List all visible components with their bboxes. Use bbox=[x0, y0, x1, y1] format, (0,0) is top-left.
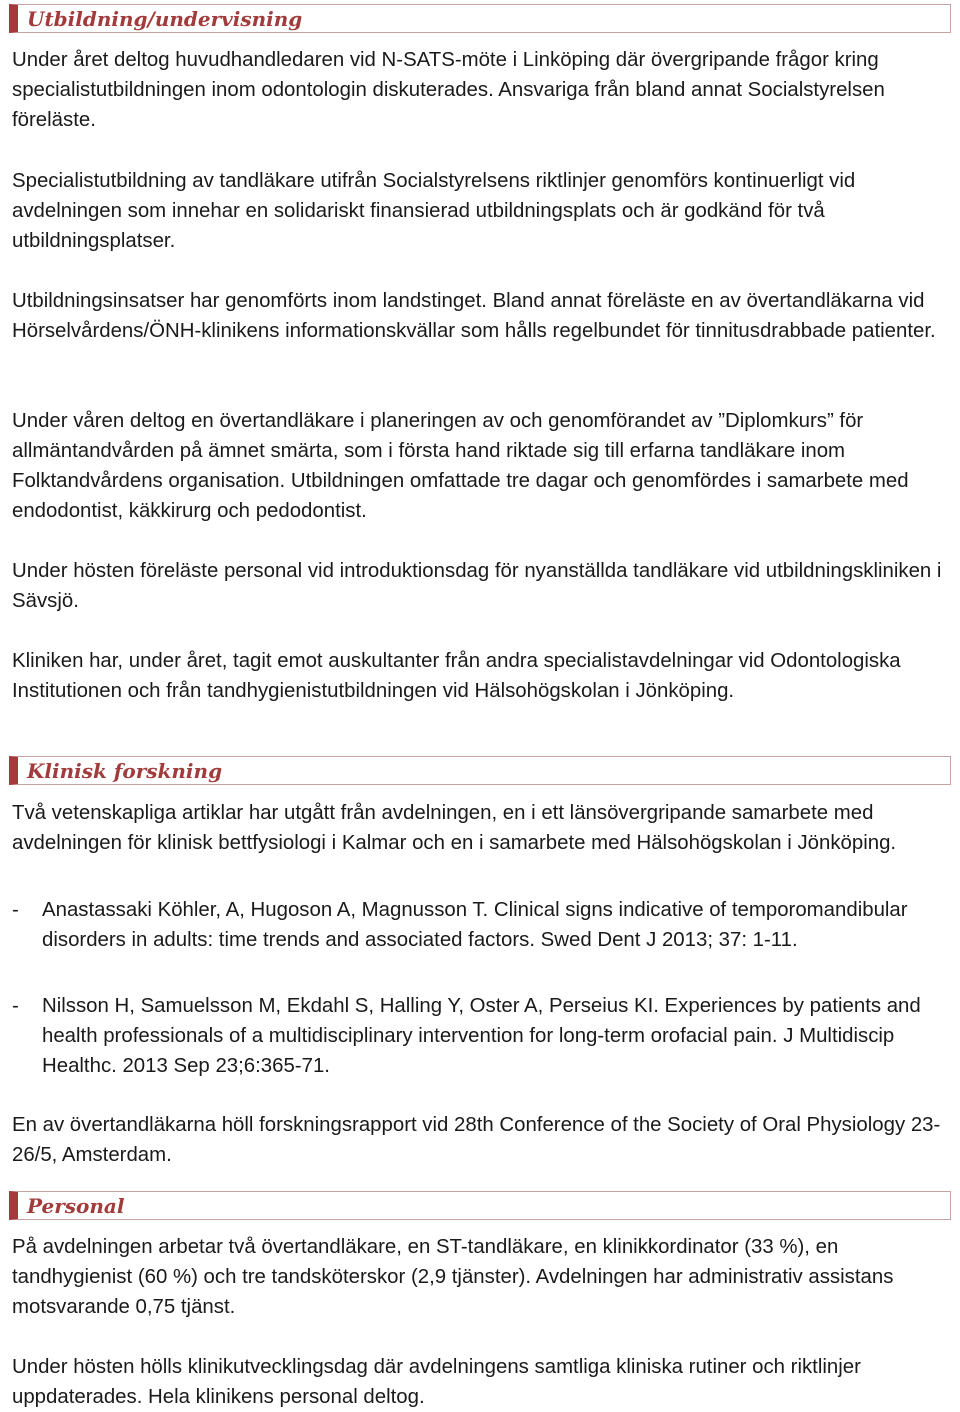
paragraph: På avdelningen arbetar två övertandläkare, en ST-tandläkare, en klinikkordinator (33 %), en tandhygienist (60 %) och tre tandsköterskor (2,9 tjänster). Avdelningen har administrativ assistans motsvarande 0,75 tjänst. bbox=[12, 1236, 894, 1318]
paragraph: Under hösten föreläste personal vid introduktionsdag för nyanställda tandläkare vid utbildningskliniken i Sävsjö. bbox=[12, 560, 942, 612]
paragraph: Utbildningsinsatser har genomförts inom landstinget. Bland annat föreläste en av övertandläkarna vid Hörselvårdens/ÖNH-klinikens informationskvällar som hålls regelbundet för tinnitusdrabbade patienter. bbox=[12, 290, 936, 342]
section-title: Personal bbox=[27, 1194, 125, 1218]
paragraph: Under våren deltog en övertandläkare i planeringen av och genomförandet av ”Diplomkurs” för allmäntandvården på ämnet smärta, som i första hand riktade sig till erfarna tandläkare inom Folktandvårdens organisation. Utbildningen omfattade tre dagar och genomfördes i samarbete med endodontist, käkkirurg och pedodontist. bbox=[12, 410, 909, 522]
section-heading-research bbox=[9, 756, 951, 785]
paragraph: Två vetenskapliga artiklar har utgått från avdelningen, en i ett länsövergripande samarbete med avdelningen för klinisk bettfysiologi i Kalmar och en i samarbete med Hälsohögskolan i Jönköping. bbox=[12, 802, 897, 854]
section-title: Klinisk forskning bbox=[27, 759, 223, 783]
list-bullet: - bbox=[12, 899, 19, 921]
section-heading-staff bbox=[9, 1191, 951, 1220]
paragraph: Under året deltog huvudhandledaren vid N-SATS-möte i Linköping där övergripande frågor kring specialistutbildningen inom odontologin diskuterades. Ansvariga från bland annat Socialstyrelsen föreläste. bbox=[12, 49, 885, 131]
paragraph: Kliniken har, under året, tagit emot auskultanter från andra specialistavdelningar vid Odontologiska Institutionen och från tandhygienistutbildningen vid Hälsohögskolan i Jönköping. bbox=[12, 650, 901, 702]
section-heading-education bbox=[9, 4, 951, 33]
section-title: Utbildning/undervisning bbox=[27, 7, 303, 31]
reference-text: Nilsson H, Samuelsson M, Ekdahl S, Halling Y, Oster A, Perseius KI. Experiences by patients and health professionals of a multidisciplinary intervention for long-term orofacial pain. J Multidiscip Healthc. 2013 Sep 23;6:365-71. bbox=[42, 995, 921, 1077]
paragraph: Specialistutbildning av tandläkare utifrån Socialstyrelsens riktlinjer genomförs kontinuerligt vid avdelningen som innehar en solidariskt finansierad utbildningsplats och är godkänd för två utbildningsplatser. bbox=[12, 170, 856, 252]
paragraph: Under hösten hölls klinikutvecklingsdag där avdelningens samtliga kliniska rutiner och riktlinjer uppdaterades. Hela klinikens personal deltog. bbox=[12, 1356, 861, 1408]
paragraph: En av övertandläkarna höll forskningsrapport vid 28th Conference of the Society of Oral Physiology 23-26/5, Amsterdam. bbox=[12, 1114, 941, 1166]
list-bullet: - bbox=[12, 995, 19, 1017]
reference-text: Anastassaki Köhler, A, Hugoson A, Magnusson T. Clinical signs indicative of temporomandibular disorders in adults: time trends and associated factors. Swed Dent J 2013; 37: 1-11. bbox=[42, 899, 908, 951]
